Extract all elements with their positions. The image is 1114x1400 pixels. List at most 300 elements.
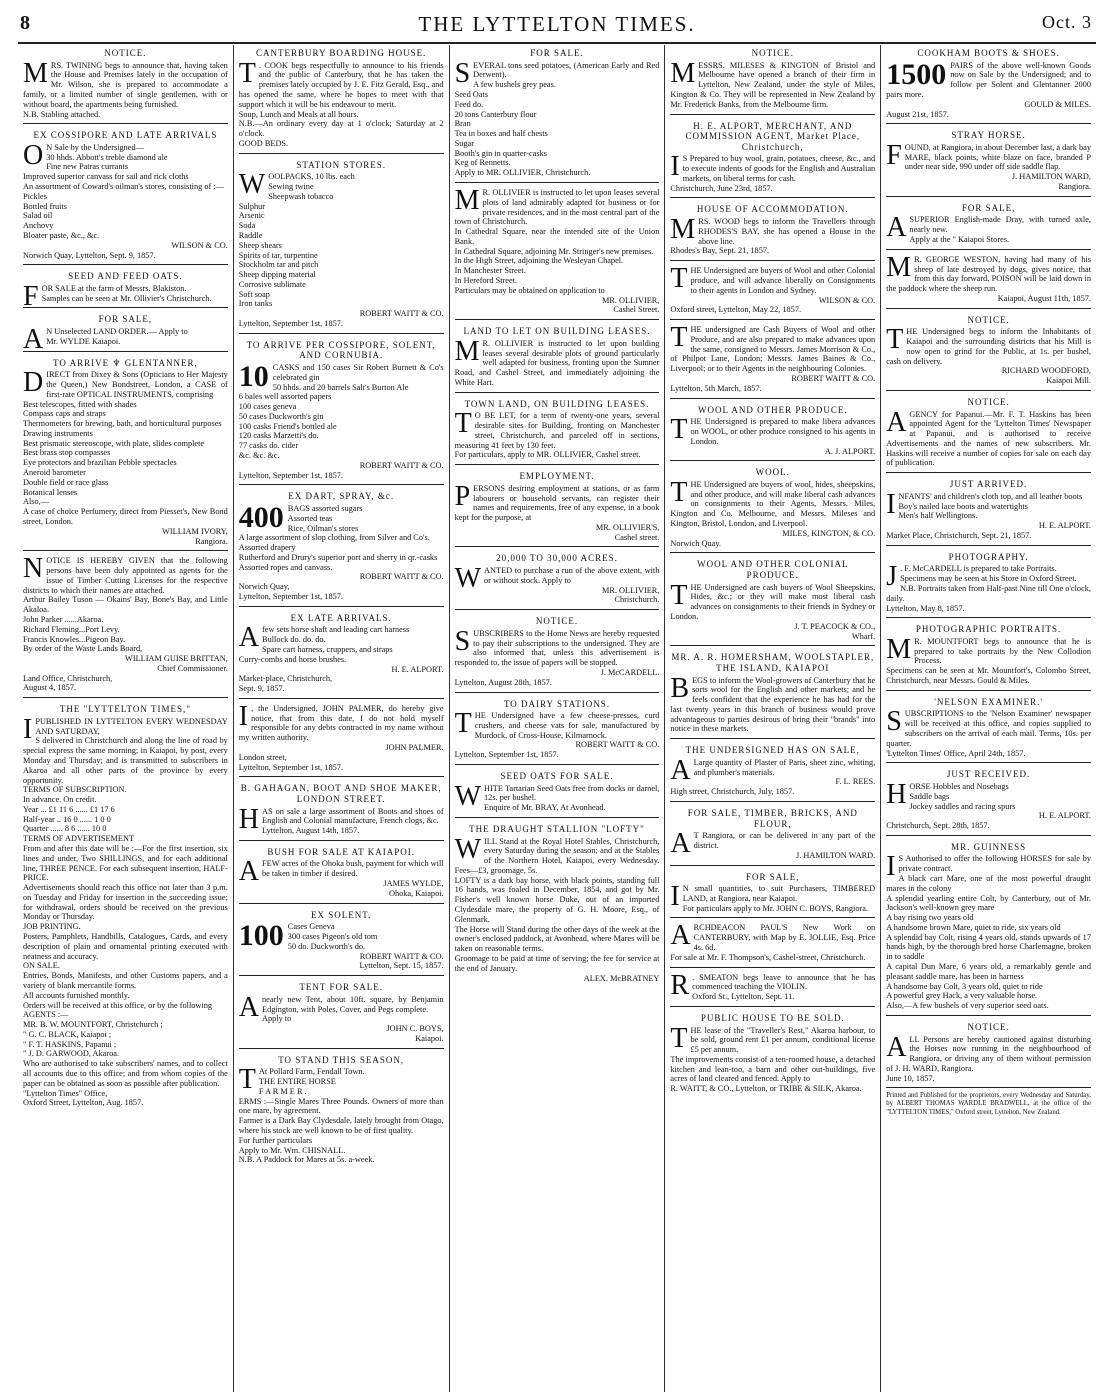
ad-line: N.B. Portraits taken from Half-past Nine till One o'clock, daily. (886, 583, 1091, 603)
ad-line: Drawing instruments (23, 428, 93, 438)
ad-line: In Manchester Street. (454, 266, 526, 276)
advertisement (23, 45, 228, 124)
advertisement (670, 464, 875, 553)
ad-line: Saddle bags (909, 791, 950, 801)
ad-heading: TOWN LAND, ON BUILDING LEASES. (464, 398, 650, 409)
advertisement (23, 268, 228, 312)
ad-text: ORSE Hobbles and Nosebags (909, 781, 1009, 791)
ad-text: R. MOUNTFORT begs to announce that he is prepared to take portraits by the New Collodion Process. (914, 636, 1091, 666)
drop-cap: T (454, 708, 472, 740)
ad-line: Lyttelton, August 28th, 1857. (454, 677, 552, 687)
ad-line: ON SALE. (23, 961, 60, 971)
ad-line (886, 633, 1091, 666)
ad-line: WILSON & CO. (818, 295, 876, 305)
ad-text: R. OLLIVIER is instructed to let upon leases several plots of land admirably adapted for business or for private residences, and in the most central part of the town of Christchurch. (454, 187, 660, 227)
advertisement (670, 402, 875, 462)
ad-line: A handsome brown Mare, quiet to ride, six years old (886, 922, 1061, 932)
ad-text: RS. WOOD begs to inform the Travellers through RHODES'S BAY, she has opened a House in the above line. (698, 217, 876, 246)
ad-line: 100 cases geneva (238, 402, 297, 412)
ad-heading: MR. A. R. HOMERSHAM, WOOLSTAPLER, THE ISLAND, KAIAPOI (671, 652, 875, 673)
ad-line (23, 713, 228, 745)
advertisement (239, 1052, 444, 1169)
ad-text: AS on sale a large assortment of Boots and shoes of English and Colonial manufacture, French clogs, &c. (262, 806, 444, 826)
ad-heading: STRAY HORSE. (951, 130, 1026, 141)
advertisement (886, 621, 1091, 691)
ad-line: Groomage to be paid at time of serving; the fee for service at the end of January. (454, 953, 660, 973)
ad-line: ROBERT WAITT & CO. (359, 309, 444, 319)
ad-line: S delivered in Christchurch and along the line of road by special express the same morning; in Kaiapoi, by post, every Monday and Thursday; and is transmitted to subscribers in Akaroa and all other parts of the province by every opportunity. (23, 736, 228, 785)
ad-heading: NOTICE. (104, 48, 147, 58)
ad-line: " G. C. BLACK, Kaiapoi ; (23, 1029, 112, 1039)
ad-line (886, 406, 1091, 469)
ad-line: J. T. PEACOCK & CO., (794, 621, 876, 631)
ad-heading: JUST ARRIVED. (949, 479, 1028, 490)
ad-line: N.B. A Paddock for Mares at 5s. a-week. (238, 1155, 375, 1165)
ad-line: Best brass stop compasses (23, 448, 111, 458)
ad-line: A few bushels grey peas. (473, 80, 556, 90)
ad-heading: FOR SALE, TIMBER, BRICKS, AND FLOUR, (687, 807, 858, 829)
ad-line: Corrosive sublimate (238, 279, 306, 289)
ad-line: JOHN C. BOYS, (386, 1024, 444, 1034)
ad-heading: SEED OATS FOR SALE. (500, 771, 614, 782)
ad-line: Rangiora. (195, 536, 228, 546)
ad-line: Assorted teas (287, 513, 333, 523)
ad-line: 'Lyttelton Times' Office, April 24th, 1857. (886, 748, 1026, 758)
ad-text: N Unselected LAND ORDER.— Apply to (46, 327, 188, 337)
ad-line: Sugar (454, 138, 474, 148)
ad-text: UBSCRIBERS to the Home News are hereby requested to pay their subscriptions to the undersigned. They are also informed that, unless this advertisement is responded to, the issue of papers will be stopped. (454, 628, 660, 668)
ad-text: LL Persons are hereby cautioned against disturbing the Horses now running in the neighbourhood of Rangiora, or driving any of them without permission of J. H. WARD, Rangiora. (886, 1034, 1091, 1073)
drop-cap: T (238, 1064, 256, 1096)
ad-line: Lyttelton, September 1st, 1857. (238, 591, 343, 601)
ad-heading: FOR SALE, (961, 202, 1016, 213)
ad-text: EGS to inform the Wool-growers of Canterbury that he sorts wool for the English and other markets; and he feels confident that the experience he has had for the last twenty years in this branch of business would prove advantageous to parties desirous of bring their "brands" into notice in these markets. (670, 675, 876, 734)
ad-heading: PHOTOGRAPHIC PORTRAITS. (915, 624, 1062, 635)
ad-text: At Pollard Farm, Fendall Town. (258, 1067, 365, 1077)
ad-line: John Parker ......Akaroa. (23, 614, 104, 624)
ad-line (454, 184, 660, 227)
ad-line: CASKS and 150 cases Sir Robert Burnett & Co's celebrated gin (272, 362, 444, 382)
advertisement (455, 696, 660, 766)
advertisement (670, 201, 875, 261)
ad-line: ERMS :—Single Mares Three Pounds. Owners of more than one mare, by agreement. (238, 1096, 444, 1116)
ad-line (886, 324, 1091, 366)
drop-cap: N (23, 553, 44, 585)
advertisement (23, 311, 228, 356)
ad-text: GENCY for Papanui.—Mr. F. T. Haskins has been appointed Agent for the 'Lyttelton Times' Newspaper at Papanui, and is authorised to receive Advertisements and the names of new subscribers. Mr. Haskins will receive a number of copies for sale on each day of publication. (886, 409, 1091, 468)
ad-line (670, 920, 876, 953)
ad-line: Eye protectors and brazilian Pebble spectacles (23, 458, 177, 468)
advertisement (886, 127, 1091, 197)
ad-line: Specimens may be seen at his Store in Oxford Street. (900, 574, 1077, 584)
column-5 (881, 45, 1096, 1392)
ad-heading: LAND TO LET ON BUILDING LEASES. (463, 326, 651, 337)
ad-line: MR. OLLIVIER, (602, 585, 660, 595)
ad-line: Aneroid barometer (23, 468, 86, 478)
ad-text: O BE LET, for a term of twenty-one years, several desirable sites for Building, fronting on Manchester street, Christchurch, and parceled off in sections, measuring 41 feet by 130 feet. (454, 411, 660, 450)
ad-line: A splendid bay Colt, rising 4 years old, stands upwards of 17 hands high, by the thorough bred horse Charlemagne, broken in to saddle (886, 932, 1091, 962)
ad-line: 20 tons Canterbury flour (454, 109, 537, 119)
ad-line: Land Office, Christchurch, (23, 673, 113, 683)
quantity-numeral: 1500 (886, 57, 947, 91)
drop-cap: T (454, 408, 472, 440)
advertisement (670, 742, 875, 802)
ad-line: Particulars may be obtained on application to (454, 285, 605, 295)
ad-line: A case of choice Perfumery, direct from Piesset's, New Bond street, London. (23, 507, 228, 526)
ad-line: Apply to Mr. Wm. CHISNALL. (238, 1145, 346, 1155)
ad-line: Best telescopes, fitted with shades (23, 399, 137, 409)
ad-line: Soup, Lunch and Meals at all hours. (238, 109, 359, 119)
ad-text: HE Undersigned are buyers of wool, hides, sheepskins, and other produce, and will make liberal cash advances on consignments to their Agents, Messrs. Miles, Kington and Co. Melbourne, and Messrs. Mileses and Kington, Bristol, London, and Liverpool. (670, 479, 876, 529)
ad-line (670, 476, 876, 529)
advertisement (670, 805, 875, 866)
advertisement (670, 45, 875, 115)
ad-line: 100 casks Friend's bottled ale (238, 421, 337, 431)
ad-line: Keg of Rennetts. (454, 158, 511, 168)
drop-cap: T (886, 324, 904, 356)
advertisement (886, 694, 1091, 764)
ad-text: OTICE IS HEREBY GIVEN that the following persons have been duly appointed as agents for the issue of Timber Cutting Licenses for the respective districts to which their names are attached. (23, 556, 228, 595)
quantity-numeral: 400 (238, 500, 284, 534)
ad-heading: THE DRAUGHT STALLION "LOFTY" (469, 823, 645, 834)
issue-date: Oct. 3 (1042, 12, 1092, 32)
ad-line: Iron tanks (238, 299, 273, 309)
ad-line: Norwich Quay. (670, 538, 722, 548)
drop-cap: F (886, 139, 902, 171)
drop-cap: B (670, 672, 690, 704)
drop-cap: M (454, 335, 480, 367)
ad-line: Sheepwash tobacco (268, 191, 334, 201)
ad-line (238, 700, 444, 743)
ad-line: Rangiora. (1058, 182, 1091, 192)
advertisement (886, 1019, 1091, 1089)
ad-line: Assorted drapery (238, 543, 296, 553)
ad-line: Kaiapoi. (415, 1033, 444, 1043)
ad-text: HE Undersigned have a few cheese-presses, curd crushers, and cheese vats for sale, manufactured by Murdock, of Cross-House, Kilmarnock. (474, 711, 660, 740)
ad-text: ILL Stand at the Royal Hotel Stables, Christchurch, every Saturday during the season; and at the Stables of the Northern Hotel, Kaiapoi, every Wednesday. Fees—£3, groomage, 5s. (454, 836, 660, 875)
ad-line: London street, (238, 752, 287, 762)
ad-text: OR SALE at the farm of Messrs. Blakiston. (41, 283, 187, 293)
ad-heading: NOTICE. (967, 314, 1010, 325)
ad-line: WILLIAM GUISE BRITTAN, (124, 654, 228, 664)
advertisement (239, 610, 444, 699)
ad-line: Feed do. (454, 99, 484, 109)
ad-line: A large assortment of slop clothing, from Silver and Co's. (238, 533, 430, 543)
ad-text: RS. TWINING begs to announce that, having taken the House and Premises lately in the occupation of Mr. Wilson, she is prepared to accommodate a family, or a limited number of single gentlemen, with or without board, the apartments being furnished. (23, 60, 228, 109)
ad-line: Advertisements should reach this office not later than 3 p.m. on Tuesday and Friday for insertion in the succeeding issue; for withdrawal, orders should be received on the previous Monday or Thursday. (23, 883, 228, 922)
ad-line: From and after this date will be :—For the first insertion, six lines and under, Two SHILLINGS, and for each additional line, THREE PENCE. For each subsequent insertion, HALF-PRICE. (23, 844, 228, 883)
ad-line: Lyttelton, 5th March, 1857. (670, 383, 762, 393)
ad-line: Lyttelton, Sept. 15, 1857. (359, 961, 444, 971)
ad-line: Enquire of Mr. BRAY, At Avonhead. (484, 803, 606, 813)
ad-text: HE lease of the "Traveller's Rest," Akaroa harbour, to be sold, ground rent £1 per annum, conditional license £5 per annum. (690, 1025, 876, 1055)
ad-line (886, 851, 1091, 883)
ad-text: , the Undersigned, JOHN PALMER, do hereby give notice, that from this date, I do not hold myself responsible for any debts contracted in my name without my written authority. (238, 703, 444, 743)
drop-cap: W (238, 169, 266, 201)
advertisement (886, 766, 1091, 836)
ad-line: Arthur Bailey Tuson — Okains' Bay, Bone's Bay, and Little Akaloa. (23, 595, 228, 615)
ad-line (454, 480, 660, 523)
drop-cap: O (23, 139, 44, 171)
ad-line: Cashel street. (614, 532, 660, 542)
ad-line: TERMS OF SUBSCRIPTION. (23, 785, 127, 795)
ad-line: Salad oil (23, 211, 53, 221)
drop-cap: S (886, 706, 902, 738)
drop-cap: M (670, 214, 696, 246)
drop-cap: I (886, 488, 896, 520)
advertisement (670, 971, 875, 1007)
ad-line: Year ... £1 11 6 ...... £1 17 6 (23, 804, 115, 814)
advertisement (886, 45, 1091, 124)
ad-line: A capital Dun Mare, 6 years old, a remarkably gentle and pleasant saddle mare, has been in harness (886, 962, 1091, 981)
ad-line: Botanical lenses (23, 487, 78, 497)
ad-line: H. E. ALPORT. (1038, 811, 1091, 821)
ad-heading: 20,000 TO 30,000 ACRES. (496, 553, 618, 564)
advertisement (455, 45, 660, 183)
column-3 (450, 45, 666, 1392)
ad-line: Thermometers for brewing, bath, and horticultural purposes (23, 419, 222, 429)
ad-line: ROBERT WAITT & CO. (791, 374, 876, 384)
ad-line (454, 408, 660, 450)
drop-cap: A (886, 406, 907, 438)
advertisement (670, 921, 875, 967)
drop-cap: T (670, 1022, 688, 1054)
ad-line: " F. T. HASKINS, Papanui ; (23, 1039, 117, 1049)
ad-text: OOLPACKS, 10 lbs. each (268, 172, 355, 182)
column-4 (665, 45, 881, 1392)
ad-line: Quarter ...... 8 6 ...... 10 0 (23, 824, 107, 834)
ad-line: Bran (454, 119, 471, 129)
ad-heading: WOOL AND OTHER COLONIAL PRODUCE. (697, 559, 849, 580)
advertisement (455, 550, 660, 610)
ad-line: 50 do. Duckworth's do. (287, 941, 366, 951)
ad-line (670, 414, 876, 446)
ad-text: IRECT from Dixey & Sons (Opticians to Her Majesty the Queen,) New Bondstreet, London, a CASE of first-rate OPTICAL INSTRUMENTS, comprising (46, 370, 228, 399)
ad-line: JOHN PALMER. (385, 742, 444, 752)
ad-line: 6 bales well assorted papers (238, 392, 332, 402)
ad-line: Pickles (23, 191, 47, 201)
ad-line: August 21st, 1857. (886, 109, 949, 119)
ad-line: Apply at the " Kaiapoi Stores. (909, 234, 1010, 244)
ad-heading: NOTICE. (967, 396, 1010, 407)
ad-line: ROBERT WAITT & CO. (359, 572, 444, 582)
ad-heading: WOOL. (755, 467, 790, 478)
drop-cap: I (23, 713, 33, 745)
drop-cap: T (670, 263, 688, 295)
ad-line: AGENTS :— (23, 1010, 69, 1020)
drop-cap: M (886, 633, 912, 665)
ad-line: 77 casks do. cider (238, 441, 299, 451)
advertisement (670, 323, 875, 398)
ad-line: 50 hhds. and 20 barrels Salt's Burton Ale (272, 382, 409, 392)
ad-line: Mr. WYLDE Kaiapoi. (46, 336, 121, 346)
ad-heading: HOUSE OF ACCOMMODATION. (696, 204, 849, 215)
ad-line (454, 833, 660, 876)
ad-heading: EX DART, SPRAY, &c. (288, 491, 395, 502)
ad-line: Sulphur (238, 201, 266, 211)
advertisement (455, 613, 660, 692)
ad-line (670, 322, 876, 374)
ad-line (23, 367, 228, 399)
drop-cap: M (23, 57, 48, 89)
ad-line: Entries, Bonds, Manifests, and other Customs papers, and a variety of blank mercantile forms. (23, 971, 228, 990)
ad-line: GOULD & MILES. (1024, 99, 1091, 109)
drop-cap: H (886, 778, 907, 810)
ad-line: ROBERT WAITT & CO. (359, 951, 444, 961)
drop-cap: A (886, 1031, 907, 1063)
ad-line (454, 708, 660, 740)
ad-line: In Hereford Street. (454, 276, 518, 286)
ad-line: Seed Oats (454, 89, 489, 99)
ad-line: June 10, 1857. (886, 1073, 935, 1083)
ad-line (670, 57, 876, 110)
advertisement (455, 186, 660, 320)
ad-heading: TO STAND THIS SEASON, (278, 1054, 405, 1065)
ad-heading: 'NELSON EXAMINER.' (934, 696, 1043, 707)
advertisement (886, 394, 1091, 473)
advertisement (239, 780, 444, 841)
ad-heading: TO DAIRY STATIONS. (503, 698, 611, 709)
printer-imprint: Printed and Published for the proprietors, every Wednesday and Saturday, by ALBERT THOMAS WARDLE BRADWELL, at the office of the "LYTTELTON TIMES," Oxford street, Lyttelton, New Zealand. (886, 1092, 1091, 1116)
ad-line: In the High Street, adjoining the Wesleyan Chapel. (454, 256, 624, 266)
ad-line: Sewing twine (268, 182, 314, 192)
ad-line: 30 hhds. Abbott's treble diamond ale (46, 152, 168, 162)
drop-cap: M (886, 251, 912, 283)
ad-line: J. HAMILTON WARD, (1011, 172, 1091, 182)
ad-line: Soda (238, 221, 256, 231)
ad-text: N small quantities, to suit Purchasers, TIMBERED LAND, at Rangiora, near Kaiapoi. (682, 884, 876, 903)
ad-line: The Horse will Stand during the other days of the week at the owner's enclosed paddock, at Avonhead, where Mares will be taken on reasonable terms. (454, 924, 660, 954)
ad-text: PUBLISHED IN LYTTELTON EVERY WEDNESDAY AND SATURDAY, (35, 716, 228, 736)
ad-line: In advance. On credit. (23, 795, 97, 805)
ad-heading: STATION STORES. (296, 159, 386, 170)
ad-text: HE Undersigned are cash buyers of Wool Sheepskins, Hides, &c.; or they will make most liberal cash advances on consignments to their friends in Sydney or London. (670, 582, 876, 621)
ad-line: Christchurch, Sept. 28th, 1857. (886, 821, 990, 831)
ad-line: Norwich Quay, Lyttelton, Sept. 9, 1857. (23, 250, 156, 260)
ad-text: FEW acres of the Ohoka bush, payment for which will be taken in timber if desired. (262, 859, 444, 879)
ad-line: Lyttelton, September 1st, 1857. (454, 750, 559, 760)
ad-line: Assorted ropes and canvass. (238, 562, 333, 572)
ad-line: WILLIAM IVORY, (162, 526, 228, 536)
ad-heading: NOTICE. (967, 1021, 1010, 1032)
ad-line: Spirits of tar, turpentine (238, 250, 318, 260)
ad-text: few sets horse shaft and leading cart harness (262, 625, 410, 635)
ad-line (670, 579, 876, 622)
advertisement (670, 869, 875, 919)
ad-line: Richard Fleming...Port Levy. (23, 624, 120, 634)
drop-cap: S (454, 625, 471, 657)
ad-line: A bay rising two years old (886, 913, 974, 923)
quantity-numeral: 10 (238, 359, 269, 393)
quantity-numeral: 100 (238, 919, 284, 953)
drop-cap: J (886, 561, 898, 593)
ad-text: R. GEORGE WESTON, having had many of his sheep of late destroyed by dogs, gives notice, that from this day forward, POISON will be laid down in the paddock where the sheep run. (886, 254, 1091, 294)
advertisement (239, 907, 444, 977)
ad-line: WILSON & CO. (171, 240, 228, 250)
drop-cap: T (670, 579, 688, 611)
ad-line: N.B. Stabling attached. (23, 109, 101, 119)
ad-heading: H. E. ALPORT, MERCHANT, AND COMMISSION AGENT, Market Place, Christchurch, (685, 120, 861, 152)
ad-line: The improvements consist of a ten-roomed house, a detached kitchen and lean-too, a barn and other out-buildings, five acres of land cleared and fenced. Apply to (670, 1054, 876, 1084)
ad-heading: EX COSSIPORE AND LATE ARRIVALS (33, 130, 218, 141)
ad-line: ROBERT WAITT & CO. (575, 740, 660, 750)
ad-line (886, 139, 1091, 172)
drop-cap: S (454, 57, 471, 89)
ad-heading: THE "LYTTELTON TIMES," (59, 704, 191, 715)
advertisement (239, 488, 444, 606)
ad-line: In Cathedral Square, adjoining Mr. Stringer's new premises. (454, 246, 654, 256)
ad-line: Rice, Oilman's stores (287, 523, 359, 533)
ad-line: A powerful grey Hack, a very valuable horse. (886, 991, 1038, 1001)
ad-line: For further particulars (238, 1135, 313, 1145)
ad-line: By order of the Waste Lands Board, (23, 644, 143, 654)
ad-text: RCHDEACON PAUL'S New Work on CANTERBURY, with Map by E. JOLLIE, Esq. Price 4s. 6d. (693, 923, 876, 953)
ad-line: For particulars, apply to MR. OLLIVIER, Cashel street. (454, 450, 641, 460)
ad-heading: PUBLIC HOUSE TO BE SOLD. (700, 1012, 845, 1023)
ad-line: Oxford street, Lyttelton, May 22, 1857. (670, 305, 802, 315)
ad-line: "Lyttelton Times" Office, (23, 1088, 108, 1098)
advertisement (455, 323, 660, 393)
ad-line: TERMS OF ADVERTISEMENT (23, 834, 135, 844)
ad-line (886, 251, 1091, 294)
advertisement (886, 253, 1091, 309)
ad-heading: BUSH FOR SALE AT KAIAPOI. (267, 846, 415, 857)
ad-heading: SEED AND FEED OATS. (68, 271, 183, 282)
ad-line: Lyttelton, September 1st, 1857. (238, 318, 343, 328)
ad-line: Christchurch, June 23rd, 1857. (670, 183, 773, 193)
ad-line (886, 706, 1091, 748)
drop-cap: A (238, 856, 260, 888)
ad-line: F A R M E R . (258, 1086, 307, 1096)
drop-cap: M (670, 57, 696, 89)
drop-cap: I (238, 700, 249, 732)
drop-cap: P (454, 480, 471, 512)
drop-cap: W (454, 780, 482, 812)
ad-line: Bottled fruits (23, 201, 68, 211)
ad-text: OUND, at Rangiora, in about December last, a dark bay MARE, black points, white blaze on face, branded P under near side, 990 under off side saddle flap. (904, 142, 1091, 172)
ad-line: Bloater paste, &c., &c. (23, 230, 100, 240)
ad-line: Compass caps and straps (23, 409, 106, 419)
ad-line: MR. B. W. MOUNTFORT, Christchurch ; (23, 1020, 163, 1030)
drop-cap: A (670, 828, 691, 860)
ad-text: HE Undersigned are buyers of Wool and other Colonial produce, and will advance liberally on Consignments to their agents in London and Sydney. (690, 266, 876, 295)
ad-text: HITE Tartarian Seed Oats free from docks or darnel, 12s. per bushel. (484, 783, 660, 803)
ad-text: ESSRS. MILESES & KINGTON of Bristol and Melbourne have opened a branch of their firm in Lyttelton, New Zealand, under the style of Miles, Kington & Co. They will be represented in New Zealand by Mr. Frederick Banks, from the Melbourne firm. (670, 60, 876, 109)
ad-line: Men's half Wellingtons. (898, 511, 978, 521)
ad-line: Specimens can be seen at Mr. Mountfort's, Colombo Street, Christchurch, near Messrs. Gould & Miles. (886, 666, 1091, 686)
ad-line: Cases Geneva (287, 922, 335, 932)
ad-line: August 4, 1857. (23, 683, 77, 693)
drop-cap: F (23, 280, 39, 312)
advertisement (455, 821, 660, 987)
drop-cap: A (23, 324, 44, 356)
advertisement (23, 701, 228, 1112)
ad-line: ALEX. McBRATNEY (583, 973, 660, 983)
column-1 (18, 45, 234, 1392)
ad-line: J. HAMILTON WARD. (796, 850, 876, 860)
ad-line: 120 casks Marzetti's do. (238, 431, 319, 441)
ad-heading: JUST RECEIVED. (946, 769, 1031, 780)
ad-line: A handsome bay Colt, 3 years old, quiet to ride (886, 981, 1043, 991)
ad-text: NFANTS' and children's cloth top, and all leather boots (898, 491, 1083, 501)
ad-text: Large quantity of Plaster of Paris, sheet zinc, whiting, and plumber's materials. (693, 757, 876, 777)
ad-line: Oxford St., Lyttelton, Sept. 11. (692, 992, 795, 1002)
ad-heading: B. GAHAGAN, BOOT AND SHOE MAKER, LONDON STREET. (240, 783, 442, 804)
ad-line: Arsenic (238, 211, 265, 221)
drop-cap: D (23, 367, 44, 399)
ad-line: Apply to MR. OLLIVIER, Christchurch. (454, 168, 591, 178)
ad-line: H. E. ALPORT. (391, 664, 444, 674)
